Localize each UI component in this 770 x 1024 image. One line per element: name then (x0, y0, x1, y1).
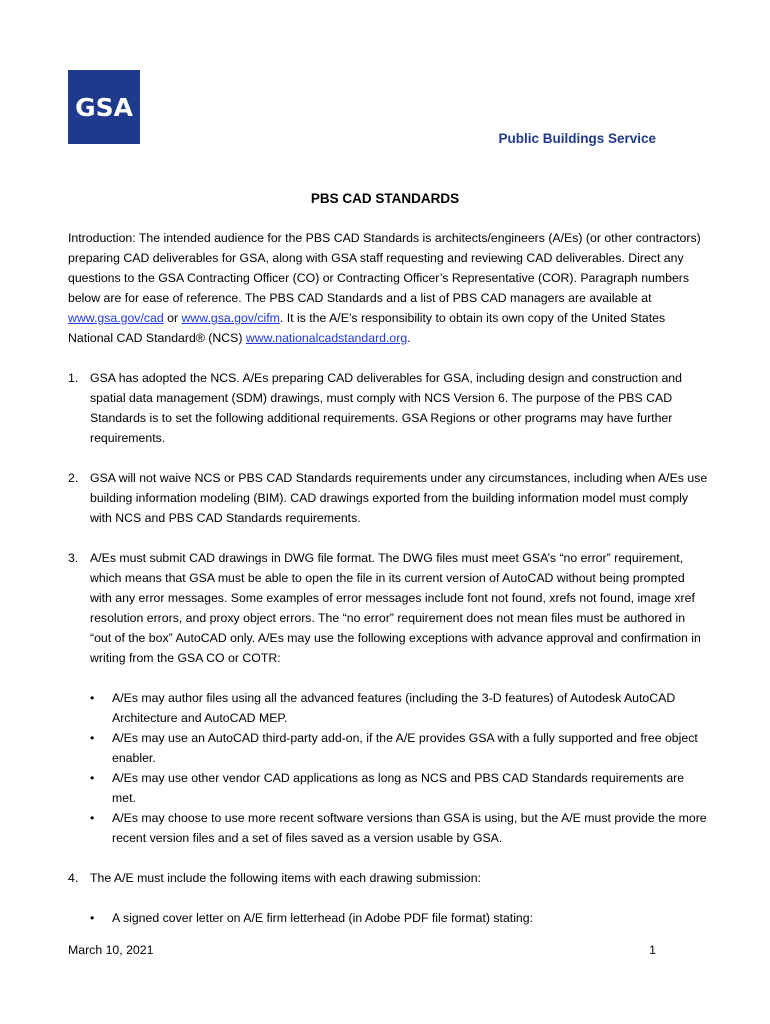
item-3-bullet-list (90, 688, 708, 848)
footer-date: March 10, 2021 (68, 943, 154, 957)
document-title: PBS CAD STANDARDS (310, 191, 460, 206)
bullet-icon: • (90, 731, 95, 745)
numbered-item-1 (68, 368, 708, 448)
bullet-text: A/Es may use other vendor CAD applications as long as NCS and PBS CAD Standards requirements are met. (112, 771, 685, 805)
list-item (90, 808, 708, 848)
bullet-text: A/Es may author files using all the advanced features (including the 3-D features) of Autodesk AutoCAD Architecture and AutoCAD MEP. (112, 691, 676, 725)
list-item (90, 688, 708, 728)
gsa-cad-link[interactable]: www.gsa.gov/cad (68, 311, 164, 325)
list-item (90, 728, 708, 768)
numbered-item-2 (68, 468, 708, 528)
item-number: 2. (68, 471, 79, 485)
bullet-icon: • (90, 771, 95, 785)
item-number: 4. (68, 871, 79, 885)
ncs-link[interactable]: www.nationalcadstandard.org (245, 331, 408, 345)
bullet-icon: • (90, 911, 95, 925)
gsa-cifm-link[interactable]: www.gsa.gov/cifm (181, 311, 280, 325)
item-number: 1. (68, 371, 79, 385)
intro-text-1: Introduction: The intended audience for the PBS CAD Standards is architects/engineers (A/Es) (or other contractors) preparing CAD deliverables for GSA, along with GSA staff requesting and reviewing CAD deliverables. Direct any questions to the GSA Contracting Officer (CO) or Contracting Officer’s Representative (COR). Paragraph numbers below are for ease of reference. The PBS CAD Standards and a list of PBS CAD managers are available at (68, 231, 701, 305)
gsa-logo-text: GSA (75, 92, 133, 122)
item-text: A/Es must submit CAD drawings in DWG file format. The DWG files must meet GSA’s “no error” requirement, which means that GSA must be able to open the file in its current version of AutoCAD without being prompted with any error messages. Some examples of error messages include font not found, xrefs not found, image xref resolution errors, and proxy object errors. The “no error” requirement does not mean files must be authored in “out of the box” AutoCAD only. A/Es may use the following exceptions with advance approval and confirmation in writing from the GSA CO or COTR: (90, 551, 701, 665)
bullet-text: A/Es may choose to use more recent software versions than GSA is using, but the A/E must provide the more recent version files and a set of files saved as a version usable by GSA. (112, 811, 707, 845)
bullet-icon: • (90, 811, 95, 825)
item-text: GSA has adopted the NCS. A/Es preparing CAD deliverables for GSA, including design and construction and spatial data management (SDM) drawings, must comply with NCS Version 6. The purpose of the PBS CAD Standards is to set the following additional requirements. GSA Regions or other programs may have further requirements. (90, 371, 682, 445)
list-item (90, 768, 708, 808)
list-item (90, 908, 708, 928)
bullet-text: A/Es may use an AutoCAD third-party add-on, if the A/E provides GSA with a fully supported and free object enabler. (112, 731, 698, 765)
intro-text-4: . (407, 331, 411, 345)
numbered-item-3 (68, 548, 708, 668)
document-body (68, 228, 708, 928)
item-text: The A/E must include the following items with each drawing submission: (90, 871, 481, 885)
intro-text-3: . It is the A/E’s responsibility to obtain its own copy of the United States National CAD Standard® (NCS) (68, 311, 666, 345)
bullet-text: A signed cover letter on A/E firm letterhead (in Adobe PDF file format) stating: (112, 911, 534, 925)
item-4-bullet-list (90, 908, 708, 928)
intro-text-2: or (163, 311, 182, 325)
item-number: 3. (68, 551, 79, 565)
service-name: Public Buildings Service (498, 131, 656, 146)
bullet-icon: • (90, 691, 95, 705)
intro-paragraph (68, 228, 708, 348)
item-text: GSA will not waive NCS or PBS CAD Standards requirements under any circumstances, including when A/Es use building information modeling (BIM). CAD drawings exported from the building information model must comply with NCS and PBS CAD Standards requirements. (90, 471, 708, 525)
gsa-logo (68, 70, 140, 144)
numbered-item-4 (68, 868, 708, 888)
page-number: 1 (649, 943, 656, 957)
